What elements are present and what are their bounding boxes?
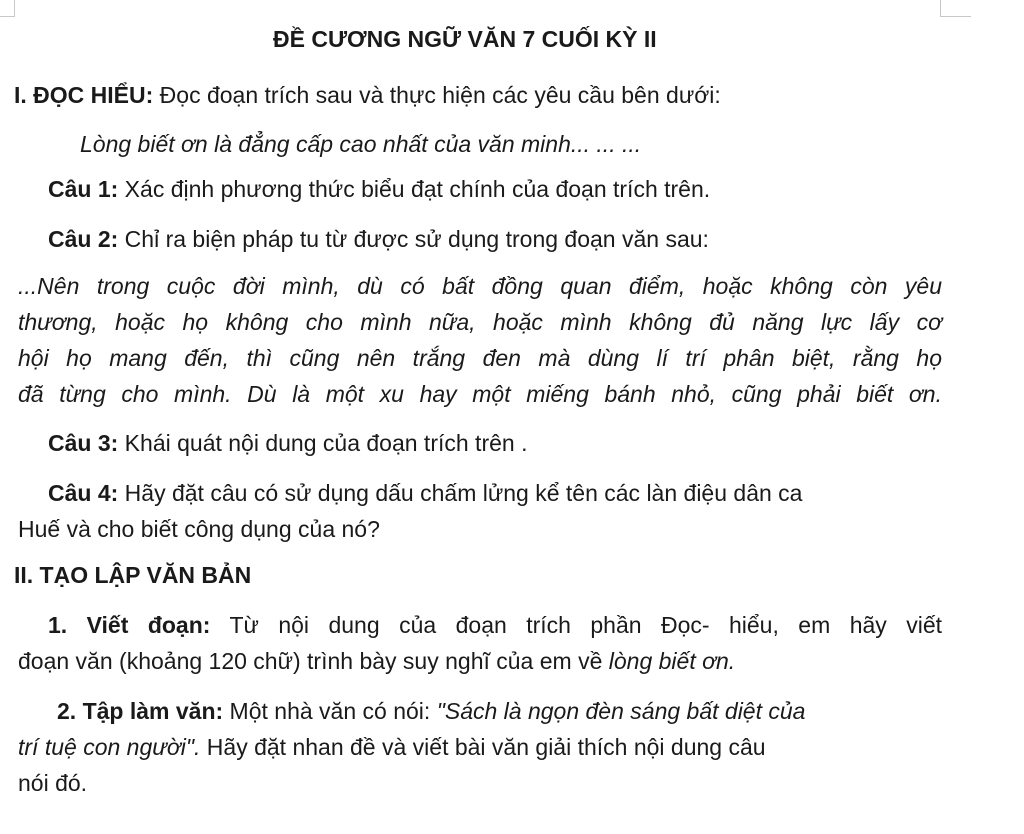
question-1 bbox=[48, 174, 710, 204]
quote-line-3: hội họ mang đến, thì cũng nên trắng đen mà dùng lí trí phân biệt, rằng họ bbox=[18, 345, 942, 371]
section-2-heading: II. TẠO LẬP VĂN BẢN bbox=[14, 562, 252, 588]
question-1-text: Xác định phương thức biểu đạt chính của đoạn trích trên. bbox=[118, 176, 711, 202]
question-4-line-2: Huế và cho biết công dụng của nó? bbox=[18, 516, 380, 542]
task-2-line-3: nói đó. bbox=[18, 770, 88, 796]
question-4-line-1 bbox=[48, 478, 942, 508]
task-2-text-1: Một nhà văn có nói: bbox=[223, 698, 437, 724]
section-1-line bbox=[14, 80, 721, 110]
task-2-quote-2: trí tuệ con người". bbox=[18, 734, 201, 760]
excerpt-line: Lòng biết ơn là đẳng cấp cao nhất của văn minh... ... ... bbox=[80, 131, 642, 157]
question-2-label: Câu 2: bbox=[48, 226, 119, 252]
page-corner-mark-right bbox=[940, 0, 971, 17]
task-2-line-1 bbox=[57, 696, 805, 726]
question-3-text: Khái quát nội dung của đoạn trích trên . bbox=[118, 430, 528, 456]
quote-line-1: ...Nên trong cuộc đời mình, dù có bất đồng quan điểm, hoặc không còn yêu bbox=[18, 273, 942, 299]
question-3-label: Câu 3: bbox=[48, 430, 119, 456]
task-1-text-2: đoạn văn (khoảng 120 chữ) trình bày suy nghĩ của em về bbox=[18, 648, 609, 674]
task-1-text-1: Từ nội dung của đoạn trích phần Đọc- hiểu, em hãy viết bbox=[210, 612, 943, 638]
task-2-quote-1: "Sách là ngọn đèn sáng bất diệt của bbox=[436, 698, 806, 724]
page-corner-mark-left bbox=[0, 0, 15, 17]
quote-line-4: đã từng cho mình. Dù là một xu hay một miếng bánh nhỏ, cũng phải biết ơn. bbox=[18, 381, 942, 407]
section-1-instruction: Đọc đoạn trích sau và thực hiện các yêu cầu bên dưới: bbox=[153, 82, 721, 108]
quote-line-2: thương, hoặc họ không cho mình nữa, hoặc mình không đủ năng lực lấy cơ bbox=[18, 309, 942, 335]
task-2-text-2: Hãy đặt nhan đề và viết bài văn giải thích nội dung câu bbox=[200, 734, 766, 760]
task-1-line-1 bbox=[48, 610, 942, 640]
question-4-text-1: Hãy đặt câu có sử dụng dấu chấm lửng kể tên các làn điệu dân ca bbox=[118, 480, 803, 506]
question-4-label: Câu 4: bbox=[48, 480, 119, 506]
task-2-line-2 bbox=[18, 732, 766, 762]
task-1-italic: lòng biết ơn. bbox=[608, 648, 736, 674]
document-title: ĐỀ CƯƠNG NGỮ VĂN 7 CUỐI KỲ II bbox=[273, 26, 657, 52]
task-1-line-2 bbox=[18, 646, 735, 676]
question-2 bbox=[48, 224, 709, 254]
question-3 bbox=[48, 428, 527, 458]
task-2-label: 2. Tập làm văn: bbox=[57, 698, 224, 724]
question-2-text: Chỉ ra biện pháp tu từ được sử dụng trong đoạn văn sau: bbox=[118, 226, 709, 252]
section-1-heading: I. ĐỌC HIỂU: bbox=[14, 82, 154, 108]
task-1-label: 1. Viết đoạn: bbox=[48, 612, 211, 638]
question-1-label: Câu 1: bbox=[48, 176, 119, 202]
